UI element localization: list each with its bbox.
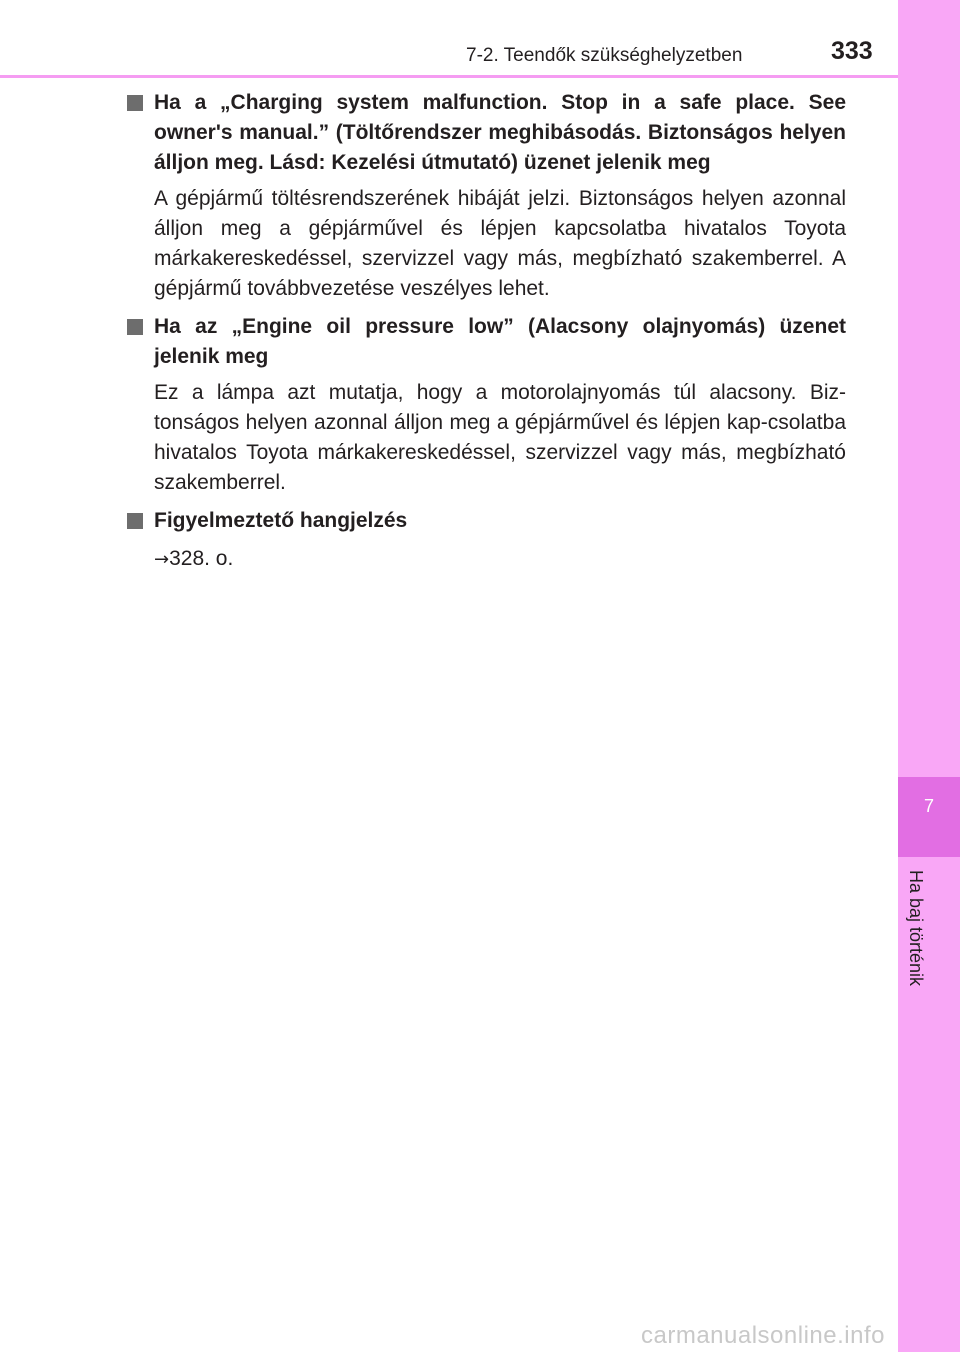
square-bullet-icon bbox=[127, 319, 143, 335]
section-title: 7-2. Teendők szükséghelyzetben bbox=[466, 45, 743, 66]
page-content bbox=[127, 88, 846, 575]
page-reference-text: 328. o. bbox=[169, 547, 234, 570]
section-heading: Ha a „Charging system malfunction. Stop in a safe place. See owner's manual.” (Töltőrendszer meghibásodás. Biztonságos helyen álljon meg. Lásd: Kezelési útmutató) üzenet jelenik meg bbox=[154, 91, 846, 174]
section-body: Ez a lámpa azt mutatja, hogy a motorolajnyomás túl alacsony. Biz-tonságos helyen azonnal álljon meg a gépjárművel és lépjen kap-csolatba hivatalos Toyota márkakereskedéssel, szervizzel vagy más, megbízható szakemberrel. bbox=[154, 381, 846, 494]
square-bullet-icon bbox=[127, 513, 143, 529]
header-rule bbox=[0, 75, 898, 78]
square-bullet-icon bbox=[127, 95, 143, 111]
section-charging-system bbox=[127, 88, 846, 304]
chapter-title: Ha baj történik bbox=[906, 870, 926, 987]
section-heading: Ha az „Engine oil pressure low” (Alacsony olajnyomás) üzenet jelenik meg bbox=[154, 315, 846, 368]
arrow-right-icon: → bbox=[154, 549, 170, 570]
page-reference[interactable] bbox=[154, 544, 846, 575]
section-body: A gépjármű töltésrendszerének hibáját jelzi. Biztonságos helyen azonnal álljon meg a gépjárművel és lépjen kapcsolatba hivatalos Toyota márkakereskedéssel, szervizzel vagy más, megbízható szakemberrel. A gépjármű továbbvezetése veszélyes lehet. bbox=[154, 187, 846, 300]
section-warning-buzzer bbox=[127, 506, 846, 575]
page-number: 333 bbox=[831, 37, 873, 65]
section-heading: Figyelmeztető hangjelzés bbox=[154, 509, 408, 532]
section-oil-pressure bbox=[127, 312, 846, 498]
chapter-number: 7 bbox=[898, 777, 960, 857]
watermark: carmanualsonline.info bbox=[641, 1322, 885, 1349]
side-tab bbox=[898, 0, 960, 1352]
